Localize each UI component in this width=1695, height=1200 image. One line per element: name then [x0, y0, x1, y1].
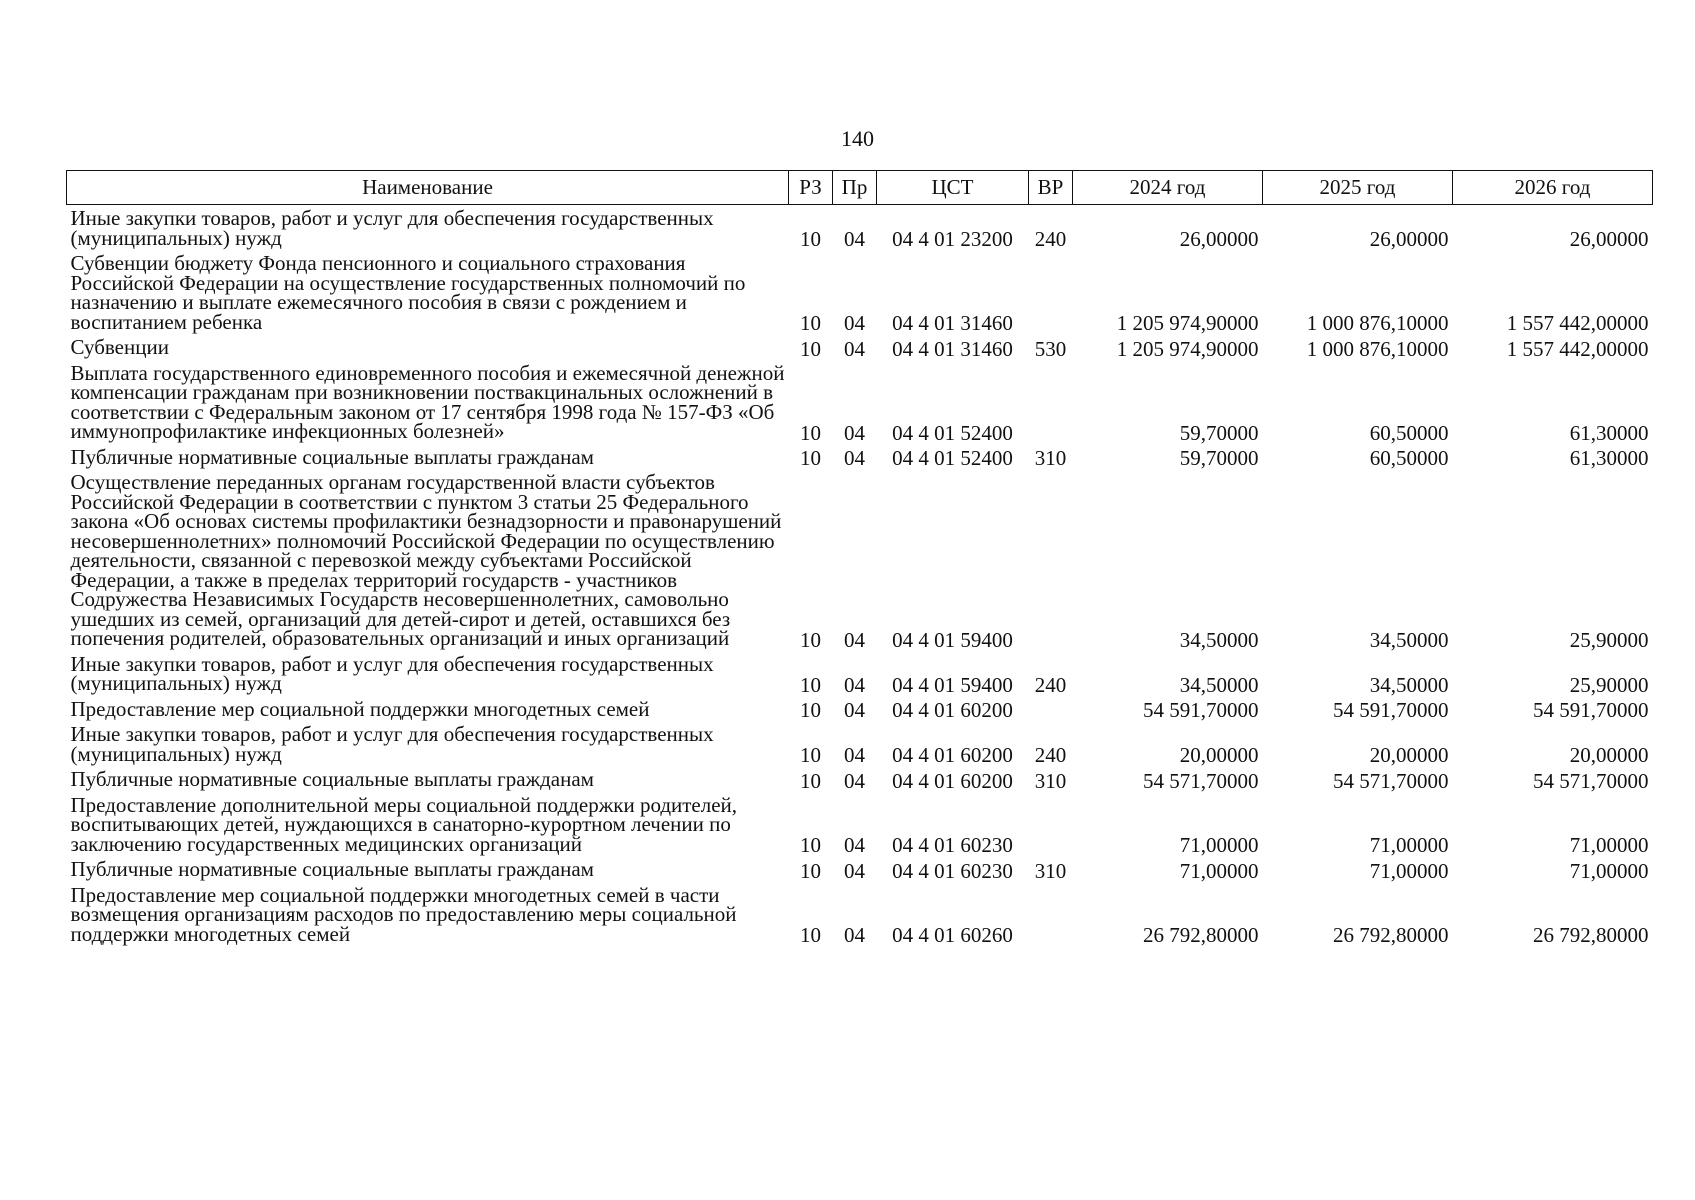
table-row — [67, 856, 1653, 882]
table-row — [67, 882, 1653, 947]
cell-rz: 10 — [800, 743, 821, 767]
cell-2026: 71,00000 — [1569, 858, 1649, 883]
cell-name: Предоставление мер социальной поддержки многодетных семей в части возмещения организациям расходов по предоставлению меры социальной поддержки многодетных семей — [70, 882, 737, 946]
header-pr: Пр — [833, 171, 877, 205]
cell-rz: 10 — [800, 672, 821, 697]
table-row — [67, 205, 1653, 251]
cell-2024: 34,50000 — [1179, 672, 1259, 697]
cell-rz: 10 — [800, 923, 821, 947]
cell-name: Предоставление дополнительной меры социальной поддержки родителей, воспитывающих детей, нуждающихся в санаторно-курортном лечении по заключению государственных медицинских организаций — [70, 792, 738, 856]
cell-vr: 310 — [1034, 446, 1067, 470]
cell-rz: 10 — [800, 627, 821, 652]
cell-rz: 10 — [800, 698, 821, 722]
cell-2024: 59,70000 — [1179, 420, 1259, 445]
cell-cst: 04 4 01 60260 — [892, 923, 1013, 947]
cell-rz: 10 — [800, 227, 821, 251]
cell-pr: 04 — [844, 858, 865, 883]
cell-pr: 04 — [844, 833, 865, 857]
cell-name: Публичные нормативные социальные выплаты гражданам — [70, 767, 594, 791]
table-body — [67, 205, 1653, 947]
cell-name: Публичные нормативные социальные выплаты гражданам — [70, 444, 594, 469]
cell-rz: 10 — [800, 311, 821, 335]
cell-pr: 04 — [844, 336, 865, 361]
table-row — [67, 721, 1653, 766]
cell-name: Осуществление переданных органам государственной власти субъектов Российской Федерации в соответствии с пунктом 3 статьи 25 Федерального закона «Об основах системы профилактики безнадзорности и правонарушений несовершеннолетних» полномочий Российской Федерации по осуществлению деятельности, связанной с перевозкой между субъектами Российской Федерации, а также в пределах территорий государств - участников Содружества Независимых Государств несовершеннолетних, самовольно ушедших из семей, организаций для детей-сирот и детей, оставшихся без попечения родителей, образовательных организаций и иных организаций — [70, 470, 782, 650]
cell-rz: 10 — [800, 858, 821, 883]
cell-name: Субвенции — [70, 335, 169, 359]
cell-vr — [1029, 696, 1073, 722]
cell-2024: 1 205 974,90000 — [1116, 336, 1259, 361]
cell-rz: 10 — [800, 768, 821, 793]
cell-cst: 04 4 01 60200 — [892, 698, 1013, 722]
table-row — [67, 766, 1653, 792]
header-2026: 2026 год — [1453, 171, 1653, 205]
header-2025: 2025 год — [1263, 171, 1453, 205]
cell-2026: 26 792,80000 — [1533, 923, 1649, 947]
cell-vr — [1029, 792, 1073, 857]
cell-rz: 10 — [800, 833, 821, 857]
cell-2025: 71,00000 — [1369, 833, 1449, 857]
table-row — [67, 469, 1653, 651]
cell-name: Публичные нормативные социальные выплаты гражданам — [70, 857, 594, 881]
cell-cst: 04 4 01 31460 — [892, 311, 1013, 335]
cell-2025: 26 792,80000 — [1333, 923, 1449, 947]
cell-cst: 04 4 01 52400 — [892, 420, 1013, 445]
cell-vr — [1029, 882, 1073, 947]
cell-cst: 04 4 01 60200 — [892, 743, 1013, 767]
cell-vr: 310 — [1034, 858, 1067, 883]
cell-pr: 04 — [844, 227, 865, 251]
cell-2025: 71,00000 — [1369, 858, 1449, 883]
cell-vr: 240 — [1034, 672, 1067, 697]
table-row — [67, 444, 1653, 470]
page-number: 140 — [841, 126, 874, 151]
cell-2025: 1 000 876,10000 — [1306, 311, 1449, 335]
cell-cst: 04 4 01 31460 — [892, 336, 1013, 361]
cell-cst: 04 4 01 59400 — [892, 672, 1013, 697]
cell-2025: 26,00000 — [1369, 227, 1449, 251]
cell-2026: 61,30000 — [1569, 420, 1649, 445]
cell-vr: 310 — [1034, 768, 1067, 793]
cell-rz: 10 — [800, 420, 821, 445]
cell-pr: 04 — [844, 446, 865, 470]
cell-2026: 54 591,70000 — [1533, 698, 1649, 722]
cell-2024: 59,70000 — [1179, 446, 1259, 470]
cell-2025: 20,00000 — [1369, 743, 1449, 767]
table-header-row — [67, 171, 1653, 205]
cell-2026: 1 557 442,00000 — [1506, 311, 1649, 335]
cell-2026: 61,30000 — [1569, 446, 1649, 470]
table-row — [67, 250, 1653, 334]
header-name: Наименование — [67, 171, 789, 205]
header-cst: ЦСТ — [877, 171, 1029, 205]
cell-2024: 71,00000 — [1179, 858, 1259, 883]
budget-table — [66, 170, 1653, 946]
cell-2024: 20,00000 — [1179, 743, 1259, 767]
cell-vr — [1029, 360, 1073, 444]
cell-pr: 04 — [844, 311, 865, 335]
cell-rz: 10 — [800, 336, 821, 361]
cell-name: Иные закупки товаров, работ и услуг для обеспечения государственных (муниципальных) нужд — [70, 206, 714, 250]
cell-cst: 04 4 01 59400 — [892, 627, 1013, 652]
cell-pr: 04 — [844, 768, 865, 793]
cell-name: Выплата государственного единовременного пособия и ежемесячной денежной компенсации гражданам при возникновении поствакцинальных осложнений в соответствии с Федеральным законом от 17 сентября 1998 года № 157-ФЗ «Об иммунопрофилактике инфекционных болезней» — [70, 360, 785, 443]
table-row — [67, 696, 1653, 722]
cell-2026: 1 557 442,00000 — [1506, 336, 1649, 361]
table-row — [67, 792, 1653, 857]
cell-vr: 530 — [1034, 336, 1067, 361]
table-row — [67, 334, 1653, 360]
cell-2026: 54 571,70000 — [1533, 768, 1649, 793]
cell-2025: 34,50000 — [1369, 672, 1449, 697]
cell-vr — [1029, 250, 1073, 334]
cell-name: Предоставление мер социальной поддержки многодетных семей — [70, 696, 650, 721]
cell-name: Иные закупки товаров, работ и услуг для обеспечения государственных (муниципальных) нужд — [70, 651, 714, 695]
cell-vr: 240 — [1034, 743, 1067, 767]
cell-2025: 1 000 876,10000 — [1306, 336, 1449, 361]
cell-2026: 25,90000 — [1569, 627, 1649, 652]
cell-pr: 04 — [844, 672, 865, 697]
cell-cst: 04 4 01 52400 — [892, 446, 1013, 470]
cell-2025: 54 571,70000 — [1333, 768, 1449, 793]
cell-cst: 04 4 01 23200 — [892, 227, 1013, 251]
cell-name: Иные закупки товаров, работ и услуг для обеспечения государственных (муниципальных) нужд — [70, 722, 714, 766]
cell-name: Субвенции бюджету Фонда пенсионного и социального страхования Российской Федерации на осуществление государственных полномочий по назначению и выплате ежемесячного пособия в связи с рождением и воспитанием ребенка — [70, 251, 746, 334]
cell-2024: 26,00000 — [1179, 227, 1259, 251]
cell-pr: 04 — [844, 420, 865, 445]
cell-2026: 20,00000 — [1569, 743, 1649, 767]
cell-2024: 54 571,70000 — [1143, 768, 1259, 793]
table-row — [67, 360, 1653, 444]
cell-2024: 54 591,70000 — [1143, 698, 1259, 722]
cell-vr — [1029, 469, 1073, 651]
cell-cst: 04 4 01 60230 — [892, 858, 1013, 883]
cell-2024: 1 205 974,90000 — [1116, 311, 1259, 335]
cell-2025: 60,50000 — [1369, 446, 1449, 470]
cell-2025: 54 591,70000 — [1333, 698, 1449, 722]
cell-vr: 240 — [1034, 227, 1067, 251]
cell-2025: 60,50000 — [1369, 420, 1449, 445]
cell-2024: 26 792,80000 — [1143, 923, 1259, 947]
header-2024: 2024 год — [1073, 171, 1263, 205]
table-row — [67, 651, 1653, 696]
cell-2025: 34,50000 — [1369, 627, 1449, 652]
cell-cst: 04 4 01 60230 — [892, 833, 1013, 857]
cell-pr: 04 — [844, 743, 865, 767]
cell-pr: 04 — [844, 627, 865, 652]
cell-pr: 04 — [844, 698, 865, 722]
cell-rz: 10 — [800, 446, 821, 470]
cell-2026: 71,00000 — [1569, 833, 1649, 857]
cell-cst: 04 4 01 60200 — [892, 768, 1013, 793]
cell-2026: 26,00000 — [1569, 227, 1649, 251]
header-vr: ВР — [1029, 171, 1073, 205]
header-rz: РЗ — [789, 171, 833, 205]
cell-pr: 04 — [844, 923, 865, 947]
cell-2024: 34,50000 — [1179, 627, 1259, 652]
cell-2026: 25,90000 — [1569, 672, 1649, 697]
cell-2024: 71,00000 — [1179, 833, 1259, 857]
